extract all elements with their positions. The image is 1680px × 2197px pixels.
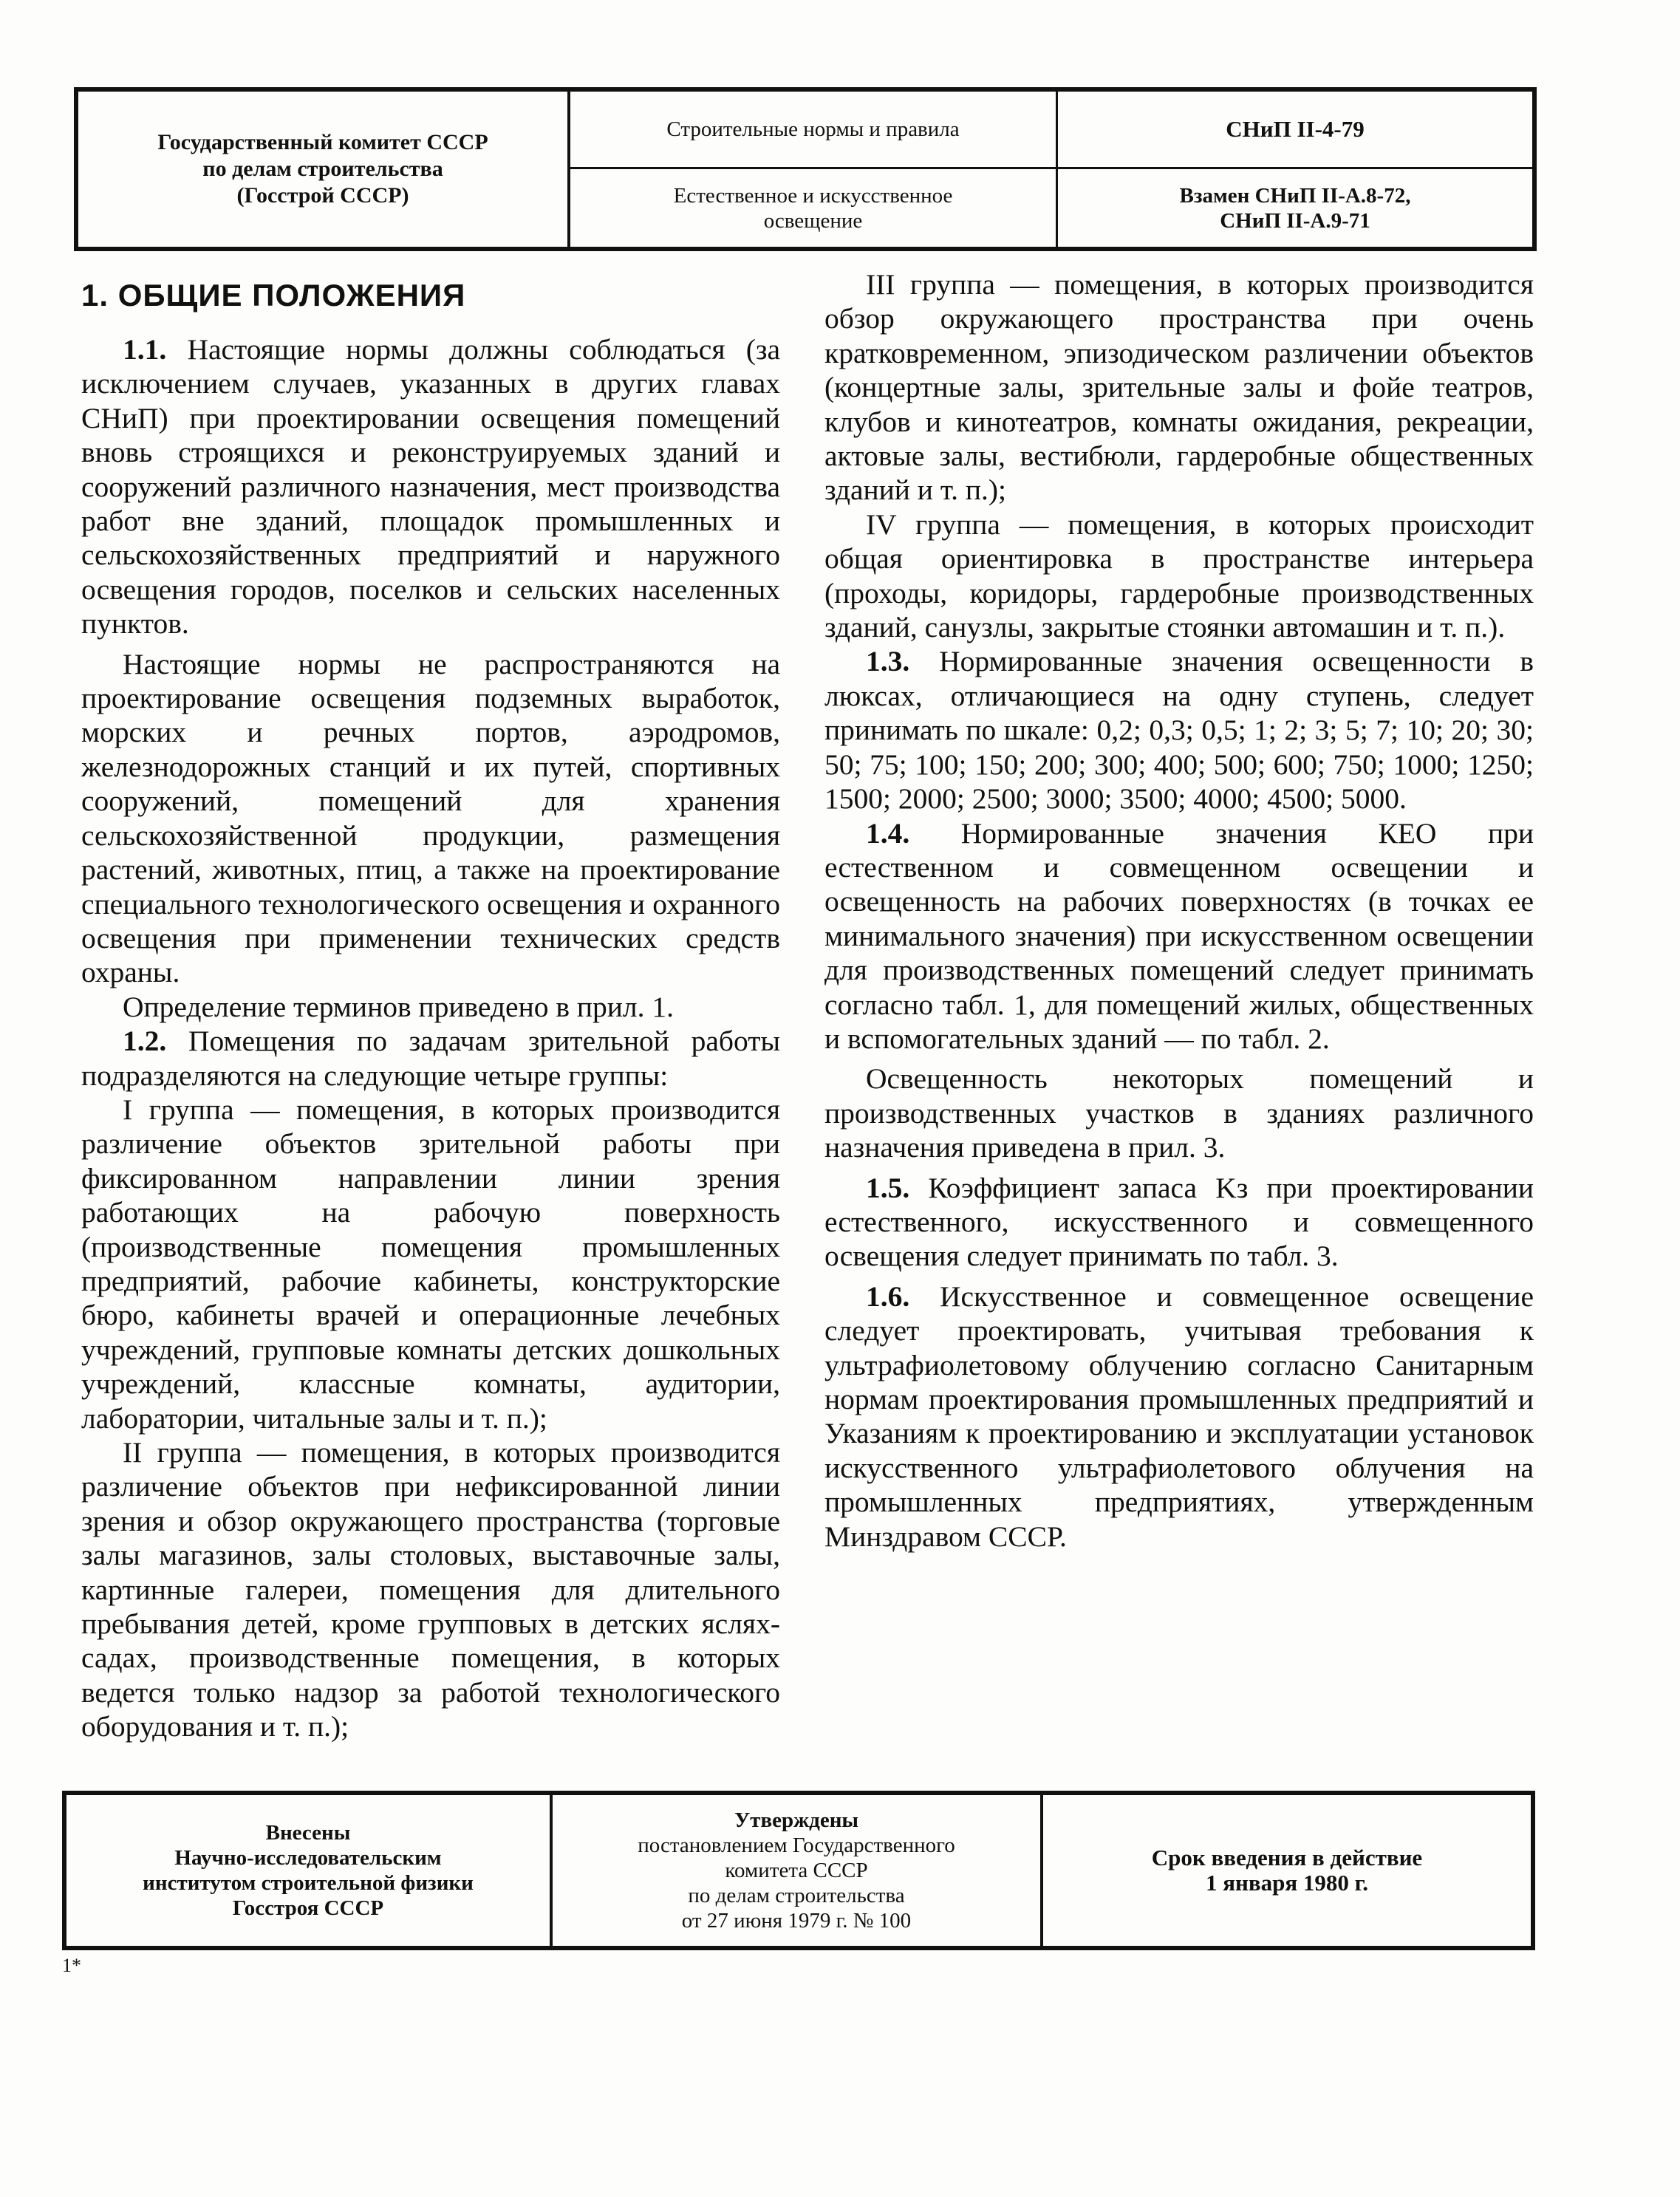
paragraph-1-3: [824, 644, 1534, 816]
document-code: СНиП II-4-79: [1058, 92, 1532, 169]
paragraph-terms: Определение терминов приведено в прил. 1.: [123, 990, 674, 1023]
paragraph-1-5: [824, 1171, 1534, 1274]
effective-date: Срок введения в действие 1 января 1980 г.: [1151, 1845, 1423, 1896]
paragraph-1-2: [81, 1024, 780, 1093]
clause-text: Искусственное и совмещенное освещение следует проектировать, учитывая требования к ультрафиолетовому облучению согласно Санитарным нормам проектирования промышленных предприятий и Указаниям к проектированию и эксплуатации установок искусственного ультрафиолетового облучения на промышленных предприятиях, утвержденным Минздравом СССР.: [824, 1279, 1534, 1553]
paragraph-illumination: Освещенность некоторых помещений и производственных участков в зданиях различного назначения приведена в прил. 3.: [824, 1062, 1534, 1164]
agency-name: Государственный комитет СССР по делам строительства (Госстрой СССР): [78, 92, 570, 247]
clause-number: 1.2.: [123, 1025, 167, 1058]
document-category: Строительные нормы и правила: [570, 92, 1058, 169]
text-column-right: [824, 267, 1534, 1554]
replaces-note: Взамен СНиП II-А.8-72, СНиП II-А.9-71: [1179, 183, 1411, 233]
clause-text: Коэффициент запаса Kз при проектировании естественного, искусственного и совмещенного освещения следует принимать по табл. 3.: [824, 1171, 1534, 1273]
clause-text: Нормированные значения КЕО при естественном и совмещенном освещении и освещенность на рабочих поверхностях (в точках ее минимального значения) при искусственном освещении для производственных помещений следует принимать согласно табл. 1, для помещений жилых, общественных и вспомогательных зданий — по табл. 2.: [824, 816, 1534, 1055]
paragraph-1-4: [824, 816, 1534, 1056]
group-4: IV группа — помещения, в которых происходит общая ориентировка в пространстве интерьера (проходы, коридоры, гардеробные производственных зданий, санузлы, закрытые стоянки автомашин и т. п.).: [824, 508, 1534, 644]
document-footer: [62, 1791, 1535, 1950]
introduced-by: Внесены Научно-исследовательским институтом строительной физики Госстроя СССР: [66, 1795, 553, 1946]
clause-text: Нормированные значения освещенности в люксах, отличающиеся на одну ступень, следует принимать по шкале: 0,2; 0,3; 0,5; 1; 2; 3; 5; 7; 10; 20; 30; 50; 75; 100; 150; 200; 300; 400; 500; 600; 750; 1000; 1250; 1500; 2000; 2500; 3000; 3500; 4000; 4500; 5000.: [824, 645, 1534, 816]
document-header: [74, 87, 1537, 251]
group-2: II группа — помещения, в которых производится различение объектов при нефиксированной линии зрения и обзор окружающего пространства (торговые залы магазинов, залы столовых, выставочные залы, картинные галереи, помещения для длительного пребывания детей, кроме групповых в детских яслях-садах, производственные помещения, в которых ведется только надзор за работой технологического оборудования и т. п.);: [81, 1436, 780, 1743]
page-mark: 1*: [62, 1955, 81, 1976]
clause-number: 1.5.: [866, 1171, 910, 1204]
section-title: 1. ОБЩИЕ ПОЛОЖЕНИЯ: [81, 278, 466, 312]
paragraph-1-6: [824, 1279, 1534, 1554]
paragraph-scope: Настоящие нормы не распространяются на проектирование освещения подземных выработок, морских и речных портов, аэродромов, железнодорожных станций и их путей, спортивных сооружений, помещений для хранения сельскохозяйственной продукции, размещения растений, животных, птиц, а также на проектирование специального технологического освещения и охранного освещения при применении технических средств охраны.: [81, 647, 780, 989]
clause-number: 1.4.: [866, 816, 910, 850]
paragraph-1-1: [81, 332, 780, 641]
group-1: I группа — помещения, в которых производится различение объектов зрительной работы при фиксированном направлении линии зрения работающих на рабочую поверхность (производственные помещения промышленных предприятий, рабочие кабинеты, конструкторские бюро, кабинеты врачей и операционные лечебных учреждений, групповые комнаты детских дошкольных учреждений, классные комнаты, аудитории, лаборатории, читальные залы и т. п.);: [81, 1093, 780, 1435]
document-title: Естественное и искусственное освещение: [570, 169, 1058, 247]
clause-number: 1.1.: [123, 333, 167, 366]
approved-by: [553, 1795, 1043, 1946]
clause-number: 1.3.: [866, 645, 910, 678]
group-3: III группа — помещения, в которых производится обзор окружающего пространства при очень кратковременном, эпизодическом различении объектов (концертные залы, зрительные залы и фойе театров, клубов и кинотеатров, комнаты ожидания, рекреации, актовые залы, вестибюли, гардеробные общественных зданий и т. п.);: [824, 268, 1534, 507]
approved-text: постановлением Государственного комитета СССР по делам строительства от 27 июня 1979 г. № 100: [638, 1834, 955, 1933]
clause-number: 1.6.: [866, 1279, 910, 1313]
clause-text: Настоящие нормы должны соблюдаться (за исключением случаев, указанных в других главах СНиП) при проектировании освещения помещений вновь строящихся и реконструируемых зданий и сооружений различного назначения, мест производства работ вне зданий, площадок промышленных и сельскохозяйственных предприятий и наружного освещения городов, поселков и сельских населенных пунктов.: [81, 333, 780, 640]
clause-text: Помещения по задачам зрительной работы подразделяются на следующие четыре группы:: [81, 1025, 781, 1092]
text-column-left: [81, 266, 780, 1744]
approved-title: Утверждены: [734, 1808, 859, 1832]
